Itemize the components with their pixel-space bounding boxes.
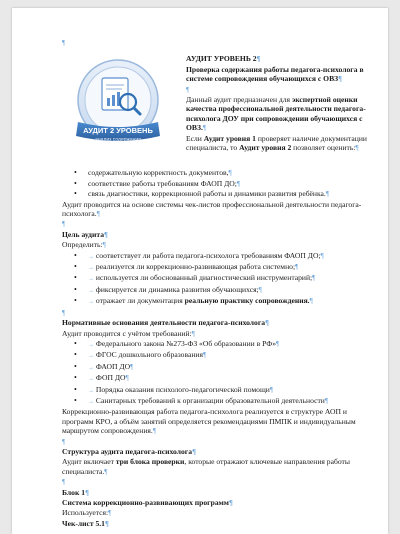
document-page — [12, 8, 388, 534]
document-header — [62, 48, 370, 168]
list-item: • → соответствует ли работа педагога-психолога требованиям ФАОП ДО;¶ — [62, 251, 370, 262]
norms-note: Коррекционно-развивающая работа педагога-психолога реализуется в структуре АОП и программ КРО, а объём занятий определяется рекомендациями ПМПК и индивидуальным маршрутом сопровождения.¶ — [62, 407, 356, 436]
list-item: • → фиксируется ли динамика развития обучающихся;¶ — [62, 285, 370, 296]
block1-used: Используется:¶ — [62, 508, 112, 518]
badge-title: АУДИТ 2 УРОВЕНЬ — [83, 126, 153, 136]
document-body — [62, 38, 370, 529]
audit-badge-image — [68, 56, 168, 152]
goal-lead: Определить:¶ — [62, 240, 106, 250]
list-item: • связь диагностики, коррекционной работы и динамики развития ребёнка.¶ — [62, 189, 370, 199]
intro-list — [62, 168, 370, 199]
empty-paragraph: ¶ — [62, 220, 66, 229]
list-item: • → Порядка оказания психолого-педагогической помощи¶ — [62, 385, 370, 396]
empty-paragraph: ¶ — [62, 308, 66, 317]
list-item: • → ФГОС дошкольного образования¶ — [62, 350, 370, 361]
list-item: • → Санитарных требований к организации образовательной деятельности¶ — [62, 396, 370, 407]
intro-paragraph: Данный аудит предназначен для экспертной оценки качества профессиональной деятельности педагога-психолога ДОУ при сопровождении обучающихся с ОВЗ.¶ — [186, 95, 366, 133]
empty-paragraph: ¶ — [62, 478, 66, 487]
empty-paragraph: ¶ — [186, 85, 190, 94]
empty-paragraph: ¶ — [62, 437, 66, 446]
block1-checklist: Чек-лист 5.1¶ — [62, 518, 109, 528]
block1-subheading: Система коррекционно-развивающих программ¶ — [62, 498, 233, 507]
list-item: • → используется ли обоснованный диагностический инструментарий;¶ — [62, 273, 370, 284]
goal-heading: Цель аудита¶ — [62, 229, 108, 239]
page-title: АУДИТ УРОВЕНЬ 2¶ — [186, 54, 261, 64]
list-item: • → ФАОП ДО¶ — [62, 362, 370, 373]
list-item: • → Федерального закона №273-ФЗ «Об образовании в РФ»¶ — [62, 339, 370, 350]
list-item: • соответствие работы требованиям ФАОП ДО;¶ — [62, 179, 370, 189]
block1-heading: Блок 1¶ — [62, 487, 89, 497]
norms-lead: Аудит проводится с учётом требований:¶ — [62, 328, 195, 338]
list-item: • → реализуется ли коррекционно-развивающая работа системно;¶ — [62, 262, 370, 273]
structure-heading: Структура аудита педагога-психолога¶ — [62, 446, 196, 456]
list-item: • содержательную корректность документов,¶ — [62, 168, 370, 178]
method-paragraph: Аудит проводится на основе системы чек-листов профессиональной деятельности педагога-психолога.¶ — [62, 199, 362, 219]
empty-paragraph: ¶ — [62, 39, 66, 47]
level-paragraph: Если Аудит уровня 1 проверяет наличие документации специалиста, то Аудит уровня 2 позволяет оценить:¶ — [186, 133, 367, 153]
norms-list — [62, 339, 370, 407]
page-subtitle: Проверка содержания работы педагога-психолога в системе сопровождения обучающихся с ОВЗ¶ — [186, 64, 364, 84]
structure-paragraph: Аудит включает три блока проверки, которые отражают ключевые направления работы специалиста.¶ — [62, 457, 350, 476]
norms-heading: Нормативные основания деятельности педагога-психолога¶ — [62, 318, 269, 328]
list-item: • → отражает ли документация реальную практику сопровождения.¶ — [62, 296, 370, 307]
header-text — [186, 54, 370, 153]
list-item: • → ФОП ДО¶ — [62, 373, 370, 384]
badge-subtitle: анализ содержания — [95, 137, 141, 144]
goal-list — [62, 251, 370, 308]
